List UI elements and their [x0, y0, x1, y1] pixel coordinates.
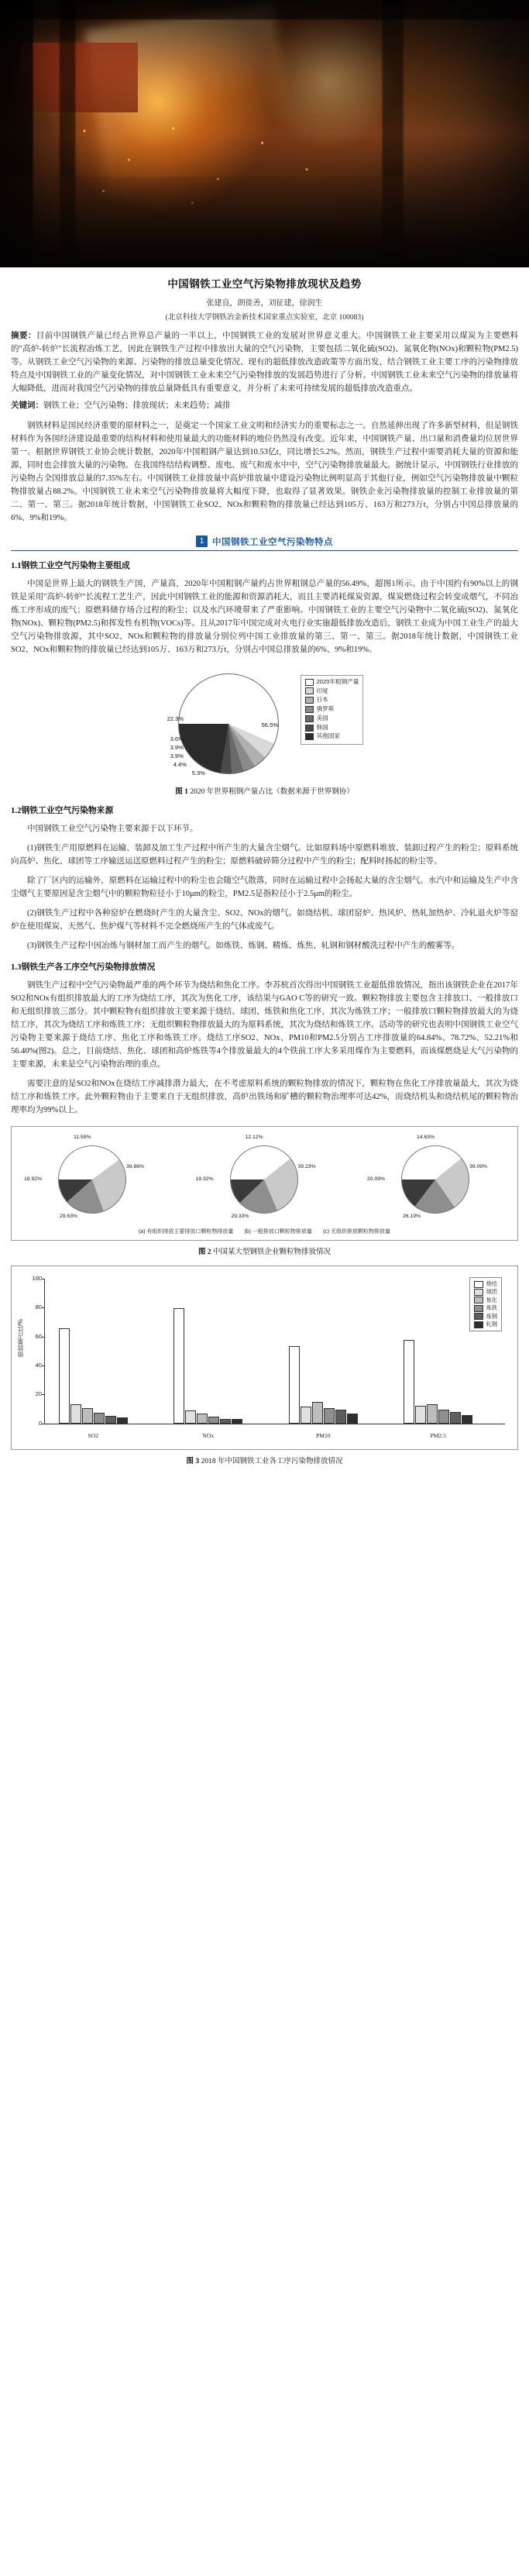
legend-label: 其他国家 [316, 732, 340, 740]
pie-disc [230, 1145, 298, 1214]
subsection-1-3-p2: 需要注意的是SO2和NOx在烧结工序减排潜力最大，在不考虑原料系统的颗粒物排放的情况下，颗粒物在焦化工序排放量最大，其次为烧结工序和炼铁工序。此外颗粒物由于主要来自于无组织排放，高炉出铁场和矿槽的颗粒物治理率可达42%，而烧结机头和烧结机尾的颗粒物治理率均为99%以上。 [11, 1079, 518, 1114]
section-1-number: 1 [196, 536, 208, 547]
y-tick-mark [42, 1337, 45, 1338]
legend-item [305, 705, 359, 714]
swatch-japan-icon [305, 697, 314, 704]
bar [82, 1408, 93, 1424]
pie-disc [401, 1145, 469, 1214]
legend-label: 球团 [486, 1288, 497, 1296]
bar-chart [18, 1274, 511, 1445]
figure-1 [137, 664, 393, 796]
figure-3 [11, 1266, 518, 1450]
legend-title: 2020年粗钢产量 [316, 677, 359, 685]
swatch-russia-icon [305, 706, 314, 713]
legend-label: 美国 [316, 714, 328, 721]
bar [404, 1340, 414, 1423]
legend-label: 焦化 [486, 1296, 497, 1303]
y-tick-mark [42, 1394, 45, 1395]
pie-label: 11.59% [74, 1134, 91, 1140]
bar-group [404, 1279, 472, 1439]
subcaption-a: (a) 有组织排放主要排放口颗粒物排放量 [138, 1228, 234, 1235]
bar-group [289, 1279, 358, 1439]
figure-1-caption-text: 2020 年世界粗钢产量占比（数据来源于世界钢协） [190, 787, 354, 796]
figure-2 [11, 1126, 518, 1241]
legend-label: 轧钢 [486, 1320, 497, 1328]
figure-2-chart-a [16, 1133, 170, 1220]
pie-label: 39.09% [469, 1163, 488, 1169]
swatch-other-icon [305, 733, 314, 740]
y-tick-label: 20 [35, 1390, 42, 1398]
swatch-icon [474, 1297, 483, 1303]
section-divider [11, 550, 518, 551]
bar [347, 1414, 358, 1424]
bar [462, 1415, 472, 1424]
y-tick-label: 60 [35, 1332, 42, 1340]
authors: 张建良，朗徙善，刘征建，徐润生 [206, 299, 323, 308]
y-axis-label: 排放量占比/% [17, 1318, 24, 1358]
pie-label-japan: 4.4% [173, 760, 187, 768]
pie-label: 12.12% [245, 1134, 263, 1140]
figure-3-legend [469, 1277, 502, 1332]
bar [70, 1404, 81, 1424]
affiliation: (北京科技大学钢铁冶金新技术国家重点实验室，北京 100083) [165, 314, 364, 322]
bar [117, 1417, 128, 1424]
legend-item [474, 1304, 497, 1312]
hero-vignette [0, 0, 529, 267]
y-tick-mark [42, 1365, 45, 1366]
swatch-icon [474, 1305, 483, 1312]
pie-label: 39.86% [126, 1163, 145, 1169]
legend-label: 日本 [316, 696, 328, 704]
pie-label: 26.19% [403, 1213, 421, 1219]
figure-2-chart-b [188, 1133, 342, 1220]
legend-item [305, 724, 359, 732]
section-1-header [11, 536, 518, 548]
subsection-1-2-p5: (3)钢铁生产过程中因冶炼与钢材加工而产生的烟气。如炼铁、炼钢、精炼、炼焦、轧钢和钢材酸洗过程中产生的酸雾等。 [27, 941, 460, 950]
bar [415, 1406, 426, 1424]
figure-1-legend [301, 675, 364, 745]
bar [105, 1416, 116, 1424]
subsection-1-2-p1: 中国钢铁工业空气污染物主要来源于以下环节。 [27, 824, 198, 833]
pie-label: 19.32% [195, 1176, 214, 1182]
legend-label: 印度 [316, 687, 328, 694]
legend-item [305, 715, 359, 723]
y-tick-label: 100 [32, 1274, 42, 1282]
y-tick-mark [42, 1307, 45, 1308]
bar [208, 1417, 219, 1423]
page-title: 中国钢铁工业空气污染物排放现状及趋势 [167, 278, 362, 290]
legend-item [305, 696, 359, 704]
pie-disc [58, 1145, 126, 1214]
swatch-usa-icon [305, 715, 314, 722]
legend-label: 炼钢 [486, 1312, 497, 1320]
legend-label: 俄罗斯 [316, 705, 335, 713]
legend-item [474, 1313, 497, 1321]
intro-paragraph: 钢铁材料是国民经济重要的原材料之一，是奠定一个国家工业文明和经济实力的重要标志之一。自然延伸出现了许多新型材料，但是钢铁材料作为各国经济建设最重要的结构材料和使用量最大的功能材料的地位仍然没有改变。近年来，中国钢铁产量、出口量和消费量均位居世界第一。根据世界钢铁工业协会统计数据，2020年中国粗钢产量达到10.53亿t，同比增长5.2%。然而，钢铁生产过程中需要消耗大量的资源和能源，同时也会排放大量的污染物。在我国终结结构调整、废电、废气和废水中中，空气污染物排放量最大。据统计显示，中国钢铁行业排放的污染物占全国排放总量的7.35%左右。中国钢铁工业排放量中高炉排放量中建设污染物比例明显高于其他行业，例如空气污染物排放量中颗粒物排放量占88.2%。中国钢铁工业未来空气污染物排放量将大幅度下降，也取得了显著效果。钢铁企业污染物排放量的控制工业排放量的第二、第一、第三。据2018年统计数据，中国钢铁工业SO2、NOx和颗粒物的排放量已经达到105万、163万和273万t，分别占中国总排放量的6%、9%和19%。 [11, 421, 518, 522]
pie-label: 29.63% [60, 1213, 78, 1219]
bar [301, 1407, 311, 1424]
subsection-1-3-p1: 钢铁生产过程中空气污染物最严重的两个环节为烧结和焦化工序。李苏杭首次得出中国钢铁工业超低排放情况，指出该钢铁企业在2017年SO2和NOx有组织排放最大的工序为烧结工序，其次为焦化工序，该结果与GAO C等的研究一致。颗粒物排放主要包含主排放口、一般排放口和无组织排放三部分。其中颗粒物有组织排放主要来源于烧结、球团、炼铁和焦化工序，其次为炼铁工序；一般排放口颗粒物排放最大的为烧结工序，其次为烧结工序和炼铁工序；无组织颗粒物排放最大的为原料系统，其次为烧结和炼铁工序。活动等的研究也表明中国钢铁工业空气污染物主要来源于烧结工序、焦化工序和炼铁工序。烧结工序SO2、NOx、PM10和PM2.5分别占工序排放量的64.84%、78.72%、52.21%和56.40%(图2)。总之，目前烧结、焦化、球团和高炉炼铁等4个排放量最大的4个铁前工序大多采用煤作为主要燃料，而该煤燃烧是大气污染物的主要来源，未来是空气污染物治理的重点。 [11, 980, 518, 1069]
bar [312, 1402, 323, 1424]
abstract-block [11, 329, 518, 395]
subsection-1-2-heading: 1.2钢铁工业空气污染物来源 [11, 805, 114, 815]
subsection-1-1-text: 中国是世界上最大的钢铁生产国，产量高，2020年中国粗钢产量约占世界粗钢总产量的56.49%，超图1所示。由于中国约有90%以上的钢铁是采用"高炉-转炉"长流程工艺生产，因此中国钢铁工业的能源和资源消耗大，而且主要消耗煤炭资源，煤炭燃烧过程会转变成烟气，不同冶炼工序形成的废气；原燃料储存场合过程的粉尘；以及水汽环境带来了严重影响。中国钢铁工业的主要空气污染物中二氧化硫(SO2)、氮氧化物(NOx)、颗粒物(PM2.5)和挥发性有机物(VOCs)等。且从2017年中国完成对火电行业实施超低排放改造后，钢铁工业成为中国工业生产的最大空气污染物排放源，其中SO2、NOx和颗粒物的排放量分别位列中国工业排放量的第三、第一、第三。据2018年统计数据，中国钢铁工业SO2、NOx和颗粒物的排放量已经达到105万、163万和273万t，分别占中国总排放量的6%、9%和19%。 [11, 579, 518, 654]
legend-item [305, 687, 359, 696]
bar [197, 1414, 208, 1423]
bar [289, 1346, 300, 1424]
swatch-icon [474, 1281, 483, 1288]
pie-label: 20.09% [367, 1176, 386, 1182]
x-tick-label: NOx [202, 1431, 215, 1439]
figure-1-caption [148, 785, 382, 796]
swatch-icon [474, 1289, 483, 1296]
legend-label: 韩国 [316, 723, 328, 731]
bar [450, 1412, 461, 1424]
legend-item [474, 1288, 497, 1296]
legend-title-row [305, 678, 359, 687]
legend-item [474, 1280, 497, 1288]
pie-label: 18.92% [24, 1176, 43, 1182]
x-tick-label: SO2 [88, 1431, 99, 1439]
figure-1-caption-label: 图 1 [175, 787, 188, 796]
bar [185, 1410, 196, 1424]
subcaption-c: (c) 无组织排放颗粒物排放量 [322, 1228, 391, 1235]
y-tick-label: 0 [38, 1419, 42, 1427]
legend-item [305, 732, 359, 741]
figure-3-caption-label: 图 3 [186, 1457, 200, 1465]
figure-2-caption-label: 图 2 [198, 1248, 211, 1256]
legend-item [474, 1321, 497, 1328]
subcaption-b: (b) 一般排放口颗粒物排放量 [244, 1228, 312, 1235]
figure-2-subcaptions [16, 1228, 513, 1235]
section-1-title: 中国钢铁工业空气污染物特点 [212, 537, 333, 547]
pie-chart-world-steel [166, 664, 297, 780]
hero-image [0, 0, 529, 267]
x-tick-label: PM2.5 [430, 1431, 447, 1439]
bar [173, 1308, 184, 1424]
swatch-icon [474, 1321, 483, 1328]
keywords-label: 关键词： [11, 401, 43, 410]
subsection-1-2-p4: (2)钢铁生产过程中各种窑炉在燃烧时产生的大量含尘、SO2、NOx的烟气。如烧结机、球团窑炉、热风炉、热轧加热炉、冷轧退火炉等窑炉在使用煤炭、天然气、焦炉煤气等材料不完全燃烧所产生的气体或废气。 [11, 908, 518, 931]
figure-3-caption [11, 1455, 518, 1465]
bar [94, 1413, 105, 1424]
swatch-korea-icon [305, 725, 314, 732]
bar-group [173, 1279, 242, 1439]
swatch-india-icon [305, 687, 314, 694]
legend-item [474, 1297, 497, 1304]
legend-label: 烧结 [486, 1279, 497, 1287]
plot-area [32, 1274, 505, 1439]
bar-group [59, 1279, 128, 1439]
swatch-china-icon [305, 679, 314, 686]
pie-label-usa: 3.9% [170, 743, 184, 751]
pie-label-china: 56.5% [261, 721, 279, 728]
bar [335, 1410, 346, 1423]
bar [232, 1419, 242, 1424]
bar [220, 1419, 231, 1424]
abstract-label: 摘要： [11, 332, 36, 340]
pie-label: 29.33% [231, 1213, 249, 1219]
figure-2-caption-text: 中国某大型钢铁企业颗粒物排放情况 [213, 1248, 331, 1256]
x-tick-label: PM10 [316, 1431, 331, 1439]
y-tick-label: 40 [35, 1361, 42, 1369]
y-tick-label: 80 [35, 1303, 42, 1311]
subsection-1-2-p2: (1)钢铁生产用原燃料在运输、装卸及加工生产过程中所产生的大量含尘烟气。比如原料场中原燃料堆放、装卸过程产生的粉尘；原料系统向高炉、焦化、球团等工序输送运送原燃料过程产生的粉尘；原燃料破碎筛分过程中产生的粉尘；配料时扬起的粉尘等。 [11, 843, 518, 866]
subsection-1-2-p3: 除了厂区内的运输外，原燃料在运输过程中的粉尘也会随空气散落，同时在运输过程中会扬起大量的含尘烟气。水汽中和运输及生产中含尘烟气主要原因是含尘烟气中的颗粒物粒径小于10μm的粉尘，PM2.5是指粒径小于2.5μm的粉尘。 [11, 876, 518, 898]
pie-label-russia: 3.9% [170, 752, 184, 759]
bar [59, 1328, 70, 1424]
figure-3-caption-text: 2018 年中国钢铁工业各工序污染物排放情况 [201, 1457, 343, 1465]
bar [324, 1408, 335, 1424]
subsection-1-1-heading: 1.1钢铁工业空气污染物主要组成 [11, 560, 130, 570]
figure-2-caption [11, 1245, 518, 1256]
pie-label: 14.63% [417, 1134, 435, 1140]
pie-label-india: 5.3% [191, 769, 205, 777]
bar [427, 1404, 438, 1424]
legend-label: 炼铁 [486, 1304, 497, 1312]
figure-2-chart-c [359, 1133, 513, 1220]
pie-label: 39.23% [297, 1163, 316, 1169]
pie-label-korea: 3.6% [170, 735, 184, 742]
swatch-icon [474, 1313, 483, 1320]
bar [438, 1410, 449, 1424]
keywords-block [11, 400, 518, 413]
pie-label-other: 22.3% [167, 715, 184, 722]
abstract-text: 目前中国钢铁产量已经占世界总产量的一半以上，中国钢铁工业的发展对世界意义重大。中国钢铁工业主要采用以煤炭为主要燃料的"高炉-转炉"长流程冶炼工艺，因此在钢铁生产过程中排放出大量的空气污染物，主要包括二氧化硫(SO2)、氮氧化物(NOx)和颗粒物(PM2.5)等。从钢铁工业空气污染物的来源、污染物的排放总量变化情况、现有的超低排放改造政策等方面出发，结合钢铁工业主要工序的污染物排放特点及中国钢铁工业的产量变化情况，对中国钢铁工业未来空气污染物排放的发展趋势进行了分析。中国钢铁工业未来空气污染物的排放量将大幅降低，进而对我国空气污染物的排放总量降低具有重要意义，并分析了未来可持续发展的超低排放改造重点。 [11, 332, 519, 393]
keywords-text: 钢铁工业；空气污染物；排放现状；未来趋势；减排 [43, 401, 231, 410]
subsection-1-3-heading: 1.3钢铁生产各工序空气污染物排放情况 [11, 962, 156, 972]
